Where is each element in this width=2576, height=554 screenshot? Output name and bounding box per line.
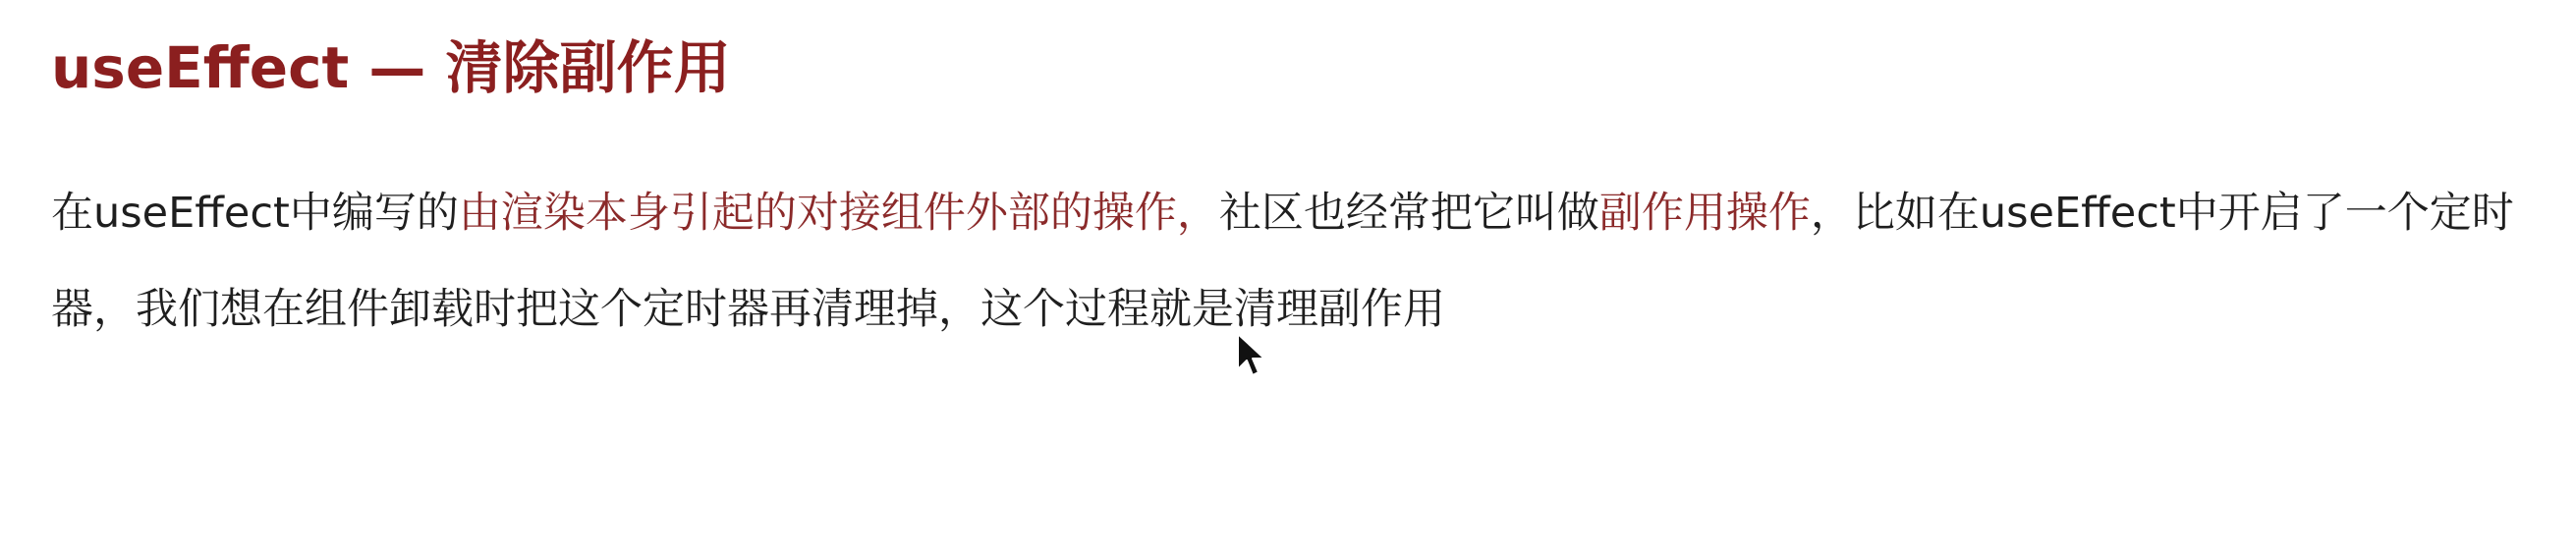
paragraph-text-3: ，比如在useEffect中开 — [1810, 189, 2261, 238]
description-paragraph — [51, 165, 2547, 358]
mouse-pointer-icon — [1236, 332, 1269, 381]
paragraph-text-2: 社区也经常把它叫做 — [1218, 189, 1599, 238]
paragraph-text-4: 启了一个定时器，我们想在组件卸载时把这个定时器再清理掉，这个过程就是清理副作用 — [51, 189, 2514, 334]
highlight-text-2: 副作用操作 — [1598, 189, 1811, 238]
highlight-text-1: 由渲染本身引起的对接组件外部的操作， — [458, 189, 1219, 238]
paragraph-text-1: 在useEffect中编写的 — [51, 189, 459, 238]
page-title: useEffect — 清除副作用 — [51, 34, 731, 101]
